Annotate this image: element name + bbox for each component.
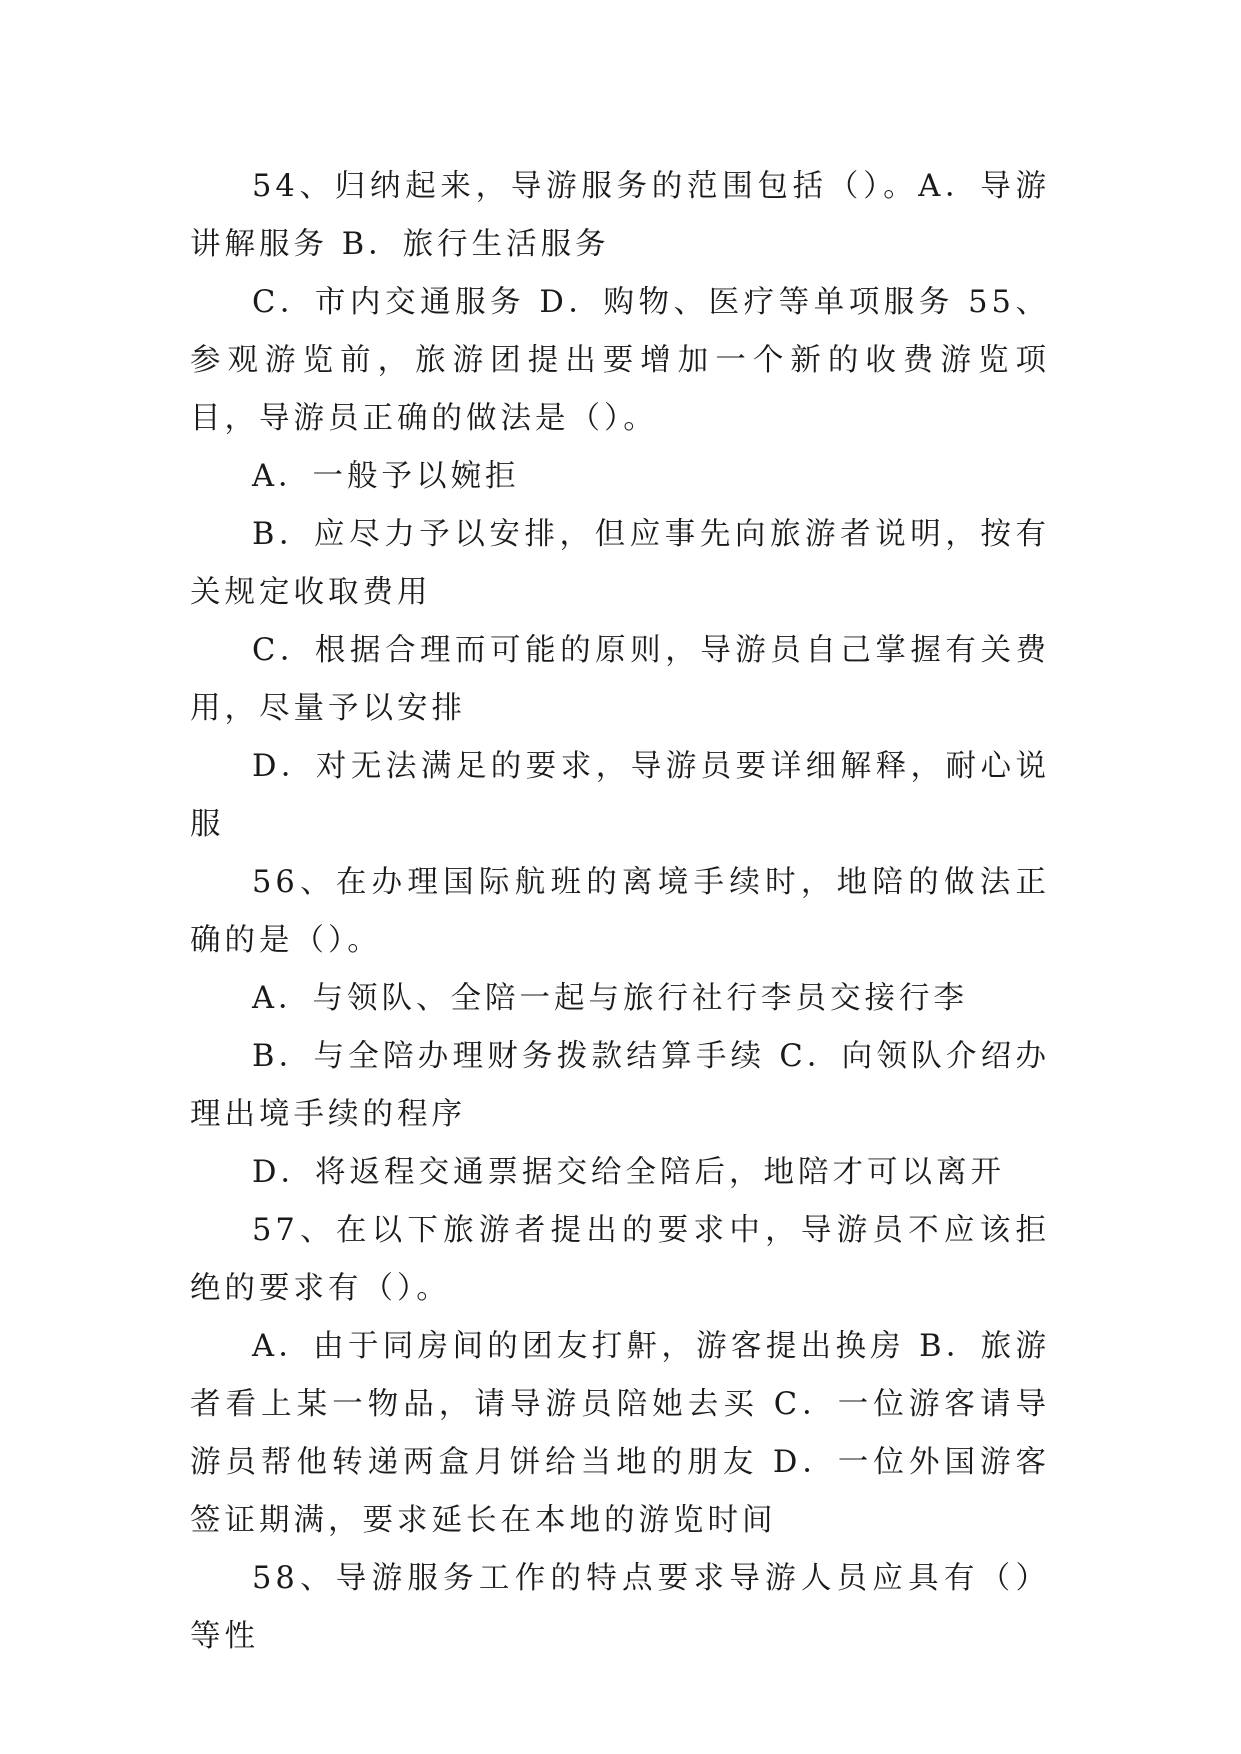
paragraph-q55-option-c: C．根据合理而可能的原则，导游员自己掌握有关费用，尽量予以安排 bbox=[190, 633, 1050, 726]
paragraph-q58: 58、导游服务工作的特点要求导游人员应具有（）等性 bbox=[190, 1561, 1050, 1654]
paragraph-q56-option-b-c: B．与全陪办理财务拨款结算手续 C．向领队介绍办理出境手续的程序 bbox=[190, 1039, 1050, 1132]
paragraph-q55-option-b: B．应尽力予以安排，但应事先向旅游者说明，按有关规定收取费用 bbox=[190, 517, 1050, 610]
paragraph-q54: 54、归纳起来，导游服务的范围包括（）。A．导游讲解服务 B．旅行生活服务 bbox=[190, 169, 1050, 262]
paragraph-q55-option-d: D．对无法满足的要求，导游员要详细解释，耐心说服 bbox=[190, 749, 1050, 842]
paragraph-q56-option-d: D．将返程交通票据交给全陪后，地陪才可以离开 bbox=[252, 1155, 1005, 1190]
document-body bbox=[190, 158, 1050, 1666]
paragraph-q56-option-a: A．与领队、全陪一起与旅行社行李员交接行李 bbox=[252, 981, 969, 1016]
paragraph-q57-options: A．由于同房间的团友打鼾，游客提出换房 B．旅游者看上某一物品，请导游员陪她去买 C．一位游客请导游员帮他转递两盒月饼给当地的朋友 D．一位外国游客签证期满，要求延长在本地的游览时间 bbox=[190, 1329, 1050, 1538]
paragraph-q56: 56、在办理国际航班的离境手续时，地陪的做法正确的是（）。 bbox=[190, 865, 1050, 958]
paragraph-q57: 57、在以下旅游者提出的要求中，导游员不应该拒绝的要求有（）。 bbox=[190, 1213, 1050, 1306]
paragraph-q55-option-a: A．一般予以婉拒 bbox=[252, 459, 520, 494]
paragraph-q55: C．市内交通服务 D．购物、医疗等单项服务 55、参观游览前，旅游团提出要增加一个新的收费游览项目，导游员正确的做法是（）。 bbox=[190, 285, 1050, 436]
